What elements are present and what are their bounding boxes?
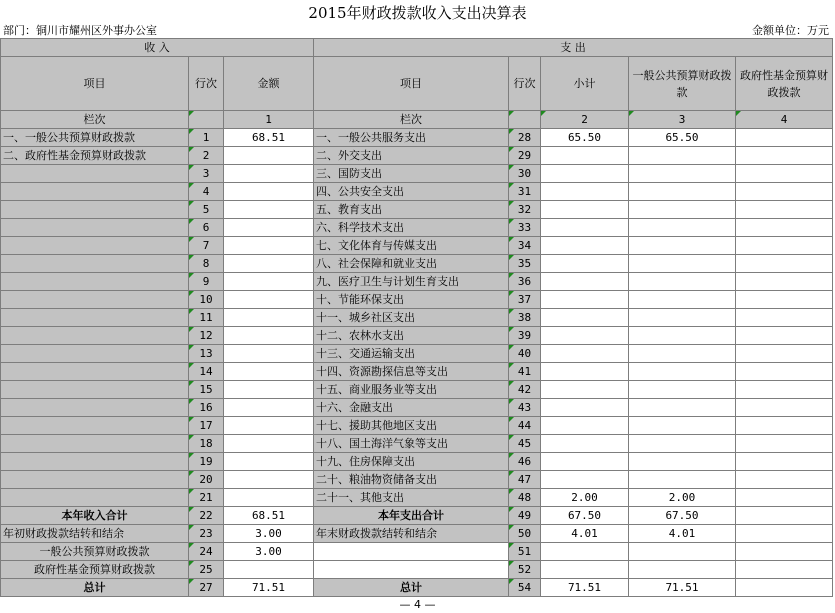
expense-subtotal-cell: 4.01 (541, 525, 629, 543)
expense-subtotal-cell (541, 147, 629, 165)
expense-fund-cell (736, 291, 833, 309)
table-row (1, 363, 833, 381)
table-row (1, 561, 833, 579)
expense-general-cell (629, 417, 736, 435)
column-index-3: 3 (629, 111, 736, 129)
expense-general-cell (629, 399, 736, 417)
income-item-cell (1, 489, 189, 507)
expense-row-number: 54 (509, 579, 541, 597)
income-row-number: 4 (189, 183, 224, 201)
expense-subtotal-cell (541, 327, 629, 345)
table-row (1, 345, 833, 363)
table-row (1, 255, 833, 273)
expense-subtotal-cell: 71.51 (541, 579, 629, 597)
expense-subtotal-cell (541, 183, 629, 201)
expense-item-cell: 五、教育支出 (314, 201, 509, 219)
expense-fund-cell (736, 255, 833, 273)
expense-fund-cell (736, 201, 833, 219)
expense-row-number: 43 (509, 399, 541, 417)
income-amount-cell (224, 237, 314, 255)
table-row (1, 579, 833, 597)
income-item-cell (1, 237, 189, 255)
expense-row-number: 40 (509, 345, 541, 363)
income-amount-cell (224, 219, 314, 237)
expense-row-number: 51 (509, 543, 541, 561)
expense-general-cell (629, 201, 736, 219)
income-amount-cell (224, 345, 314, 363)
income-item-cell (1, 291, 189, 309)
expense-row-number: 48 (509, 489, 541, 507)
expense-general-cell: 67.50 (629, 507, 736, 525)
expense-subtotal-cell: 2.00 (541, 489, 629, 507)
table-row (1, 309, 833, 327)
expense-item-cell: 八、社会保障和就业支出 (314, 255, 509, 273)
income-item-cell (1, 273, 189, 291)
table-row (1, 219, 833, 237)
expense-subtotal-cell (541, 561, 629, 579)
income-row-number: 21 (189, 489, 224, 507)
income-amount-cell (224, 453, 314, 471)
expense-item-cell: 十三、交通运输支出 (314, 345, 509, 363)
income-amount-cell (224, 255, 314, 273)
expense-general-cell (629, 309, 736, 327)
expense-item-cell: 四、公共安全支出 (314, 183, 509, 201)
page-number: — 4 — (399, 598, 436, 611)
expense-row-header: 行次 (509, 57, 541, 111)
income-item-cell: 总计 (1, 579, 189, 597)
income-row-number: 5 (189, 201, 224, 219)
table-row (1, 165, 833, 183)
income-row-number: 10 (189, 291, 224, 309)
expense-lanci-label: 栏次 (314, 111, 509, 129)
expense-subtotal-cell (541, 471, 629, 489)
table-row (1, 183, 833, 201)
expense-item-cell: 三、国防支出 (314, 165, 509, 183)
expense-subtotal-cell (541, 363, 629, 381)
expense-fund-cell (736, 237, 833, 255)
income-row-number: 18 (189, 435, 224, 453)
expense-fund-cell (736, 543, 833, 561)
income-row-number: 24 (189, 543, 224, 561)
expense-row-index (509, 111, 541, 129)
expense-general-cell (629, 345, 736, 363)
income-amount-cell (224, 165, 314, 183)
column-index-1: 1 (224, 111, 314, 129)
expense-fund-cell (736, 525, 833, 543)
expense-row-number: 37 (509, 291, 541, 309)
expense-row-number: 42 (509, 381, 541, 399)
income-item-cell: 一、一般公共预算财政拨款 (1, 129, 189, 147)
expense-subtotal-cell (541, 255, 629, 273)
expense-item-cell: 十九、住房保障支出 (314, 453, 509, 471)
expense-general-cell: 4.01 (629, 525, 736, 543)
expense-row-number: 46 (509, 453, 541, 471)
income-row-number: 1 (189, 129, 224, 147)
expense-fund-cell (736, 273, 833, 291)
income-item-cell (1, 165, 189, 183)
income-amount-cell (224, 471, 314, 489)
table-row (1, 543, 833, 561)
expense-row-number: 50 (509, 525, 541, 543)
table-row (1, 435, 833, 453)
income-amount-cell (224, 363, 314, 381)
expense-subtotal-cell (541, 435, 629, 453)
expense-item-cell: 十七、援助其他地区支出 (314, 417, 509, 435)
expense-subtotal-cell (541, 201, 629, 219)
expense-item-cell: 十八、国土海洋气象等支出 (314, 435, 509, 453)
income-amount-cell (224, 561, 314, 579)
expense-subtotal-cell (541, 165, 629, 183)
income-item-cell (1, 435, 189, 453)
expense-item-cell: 十六、金融支出 (314, 399, 509, 417)
table-row (1, 507, 833, 525)
expense-general-cell (629, 237, 736, 255)
income-amount-cell (224, 291, 314, 309)
column-index-4: 4 (736, 111, 833, 129)
income-item-cell (1, 381, 189, 399)
expense-fund-cell (736, 489, 833, 507)
expense-row-number: 32 (509, 201, 541, 219)
expense-subtotal-cell (541, 399, 629, 417)
income-item-cell (1, 471, 189, 489)
expense-subtotal-header: 小计 (541, 57, 629, 111)
expense-fund-cell (736, 363, 833, 381)
expense-item-cell: 年末财政拨款结转和结余 (314, 525, 509, 543)
income-item-cell (1, 327, 189, 345)
expense-row-number: 33 (509, 219, 541, 237)
expense-general-cell: 2.00 (629, 489, 736, 507)
expense-general-cell (629, 471, 736, 489)
income-row-number: 17 (189, 417, 224, 435)
expense-item-cell: 七、文化体育与传媒支出 (314, 237, 509, 255)
table-row (1, 399, 833, 417)
income-item-cell (1, 417, 189, 435)
income-item-cell (1, 363, 189, 381)
income-item-header: 项目 (1, 57, 189, 111)
expense-general-cell (629, 453, 736, 471)
table-row (1, 327, 833, 345)
income-item-cell: 本年收入合计 (1, 507, 189, 525)
income-item-cell (1, 399, 189, 417)
expense-row-number: 49 (509, 507, 541, 525)
expense-row-number: 38 (509, 309, 541, 327)
income-amount-header: 金额 (224, 57, 314, 111)
expense-fund-cell (736, 381, 833, 399)
expense-item-cell: 十四、资源勘探信息等支出 (314, 363, 509, 381)
income-item-cell (1, 453, 189, 471)
expense-general-cell (629, 183, 736, 201)
income-row-number: 12 (189, 327, 224, 345)
income-row-number: 6 (189, 219, 224, 237)
expense-fund-cell (736, 327, 833, 345)
income-item-cell (1, 255, 189, 273)
income-amount-cell (224, 309, 314, 327)
table-row (1, 471, 833, 489)
expense-row-number: 52 (509, 561, 541, 579)
expense-subtotal-cell: 67.50 (541, 507, 629, 525)
income-row-number: 2 (189, 147, 224, 165)
expense-item-header: 项目 (314, 57, 509, 111)
income-amount-cell (224, 435, 314, 453)
column-index-row (1, 111, 833, 129)
expense-row-number: 35 (509, 255, 541, 273)
expense-subtotal-cell: 65.50 (541, 129, 629, 147)
income-row-index (189, 111, 224, 129)
expense-subtotal-cell (541, 237, 629, 255)
expense-item-cell: 十一、城乡社区支出 (314, 309, 509, 327)
income-item-cell: 二、政府性基金预算财政拨款 (1, 147, 189, 165)
income-amount-cell (224, 489, 314, 507)
expense-item-cell: 二十一、其他支出 (314, 489, 509, 507)
expense-row-number: 31 (509, 183, 541, 201)
expense-subtotal-cell (541, 345, 629, 363)
expense-row-number: 39 (509, 327, 541, 345)
expense-subtotal-cell (541, 417, 629, 435)
expense-row-number: 34 (509, 237, 541, 255)
budget-table (0, 38, 833, 597)
column-header-row (1, 57, 833, 111)
income-row-number: 13 (189, 345, 224, 363)
income-amount-cell (224, 183, 314, 201)
table-row (1, 489, 833, 507)
expense-section-header: 支 出 (314, 39, 833, 57)
expense-subtotal-cell (541, 543, 629, 561)
column-index-2: 2 (541, 111, 629, 129)
income-amount-cell (224, 327, 314, 345)
expense-item-cell: 十、节能环保支出 (314, 291, 509, 309)
expense-item-cell: 十二、农林水支出 (314, 327, 509, 345)
income-amount-cell (224, 273, 314, 291)
income-item-cell (1, 309, 189, 327)
income-row-number: 19 (189, 453, 224, 471)
expense-row-number: 44 (509, 417, 541, 435)
expense-fund-cell (736, 147, 833, 165)
expense-general-cell (629, 543, 736, 561)
income-row-number: 9 (189, 273, 224, 291)
expense-subtotal-cell (541, 309, 629, 327)
expense-general-cell (629, 363, 736, 381)
expense-fund-cell (736, 579, 833, 597)
table-row (1, 453, 833, 471)
income-row-number: 8 (189, 255, 224, 273)
expense-fund-cell (736, 507, 833, 525)
expense-row-number: 41 (509, 363, 541, 381)
expense-row-number: 28 (509, 129, 541, 147)
income-row-number: 25 (189, 561, 224, 579)
expense-row-number: 47 (509, 471, 541, 489)
table-row (1, 525, 833, 543)
expense-item-cell: 九、医疗卫生与计划生育支出 (314, 273, 509, 291)
section-header-row (1, 39, 833, 57)
income-amount-cell (224, 417, 314, 435)
income-row-number: 20 (189, 471, 224, 489)
income-row-number: 27 (189, 579, 224, 597)
expense-general-cell (629, 273, 736, 291)
income-item-cell (1, 219, 189, 237)
expense-general-cell (629, 561, 736, 579)
table-row (1, 291, 833, 309)
income-item-cell (1, 201, 189, 219)
expense-item-cell: 十五、商业服务业等支出 (314, 381, 509, 399)
income-amount-cell (224, 147, 314, 165)
expense-fund-cell (736, 219, 833, 237)
expense-fund-cell (736, 417, 833, 435)
income-item-cell: 年初财政拨款结转和结余 (1, 525, 189, 543)
table-row (1, 201, 833, 219)
expense-fund-cell (736, 561, 833, 579)
income-section-header: 收 入 (1, 39, 314, 57)
expense-general-header: 一般公共预算财政拨款 (629, 57, 736, 111)
income-row-number: 11 (189, 309, 224, 327)
income-row-number: 23 (189, 525, 224, 543)
income-amount-cell: 68.51 (224, 129, 314, 147)
income-amount-cell: 68.51 (224, 507, 314, 525)
expense-fund-cell (736, 309, 833, 327)
expense-fund-cell (736, 183, 833, 201)
income-row-number: 16 (189, 399, 224, 417)
expense-subtotal-cell (541, 453, 629, 471)
expense-subtotal-cell (541, 273, 629, 291)
expense-general-cell (629, 219, 736, 237)
table-row (1, 417, 833, 435)
income-amount-cell (224, 399, 314, 417)
income-lanci-label: 栏次 (1, 111, 189, 129)
income-amount-cell: 3.00 (224, 543, 314, 561)
expense-subtotal-cell (541, 381, 629, 399)
department-label: 部门：铜川市耀州区外事办公室 (3, 24, 157, 37)
expense-row-number: 45 (509, 435, 541, 453)
expense-subtotal-cell (541, 291, 629, 309)
income-amount-cell: 3.00 (224, 525, 314, 543)
expense-row-number: 36 (509, 273, 541, 291)
table-row (1, 129, 833, 147)
table-row (1, 381, 833, 399)
expense-fund-cell (736, 435, 833, 453)
income-item-cell (1, 183, 189, 201)
expense-fund-cell (736, 453, 833, 471)
expense-fund-cell (736, 399, 833, 417)
expense-general-cell (629, 381, 736, 399)
expense-subtotal-cell (541, 219, 629, 237)
expense-item-cell: 二、外交支出 (314, 147, 509, 165)
expense-item-cell: 一、一般公共服务支出 (314, 129, 509, 147)
expense-item-cell (314, 543, 509, 561)
income-row-number: 7 (189, 237, 224, 255)
income-row-number: 14 (189, 363, 224, 381)
expense-item-cell: 六、科学技术支出 (314, 219, 509, 237)
expense-fund-cell (736, 165, 833, 183)
expense-fund-cell (736, 471, 833, 489)
income-item-cell: 政府性基金预算财政拨款 (1, 561, 189, 579)
expense-row-number: 30 (509, 165, 541, 183)
expense-fund-cell (736, 345, 833, 363)
expense-fund-header: 政府性基金预算财政拨款 (736, 57, 833, 111)
expense-item-cell: 总计 (314, 579, 509, 597)
expense-fund-cell (736, 129, 833, 147)
expense-general-cell (629, 165, 736, 183)
income-row-number: 3 (189, 165, 224, 183)
income-row-number: 15 (189, 381, 224, 399)
expense-item-cell: 本年支出合计 (314, 507, 509, 525)
expense-general-cell (629, 291, 736, 309)
unit-label: 金额单位：万元 (752, 24, 829, 37)
expense-general-cell: 71.51 (629, 579, 736, 597)
expense-general-cell (629, 435, 736, 453)
expense-general-cell (629, 327, 736, 345)
income-amount-cell (224, 381, 314, 399)
report-title: 2015年财政拨款收入支出决算表 (308, 4, 527, 22)
table-row (1, 147, 833, 165)
table-row (1, 273, 833, 291)
expense-general-cell (629, 255, 736, 273)
expense-item-cell (314, 561, 509, 579)
income-row-number: 22 (189, 507, 224, 525)
expense-item-cell: 二十、粮油物资储备支出 (314, 471, 509, 489)
expense-row-number: 29 (509, 147, 541, 165)
income-item-cell: 一般公共预算财政拨款 (1, 543, 189, 561)
table-row (1, 237, 833, 255)
income-row-header: 行次 (189, 57, 224, 111)
expense-general-cell (629, 147, 736, 165)
income-amount-cell (224, 201, 314, 219)
expense-general-cell: 65.50 (629, 129, 736, 147)
income-amount-cell: 71.51 (224, 579, 314, 597)
income-item-cell (1, 345, 189, 363)
